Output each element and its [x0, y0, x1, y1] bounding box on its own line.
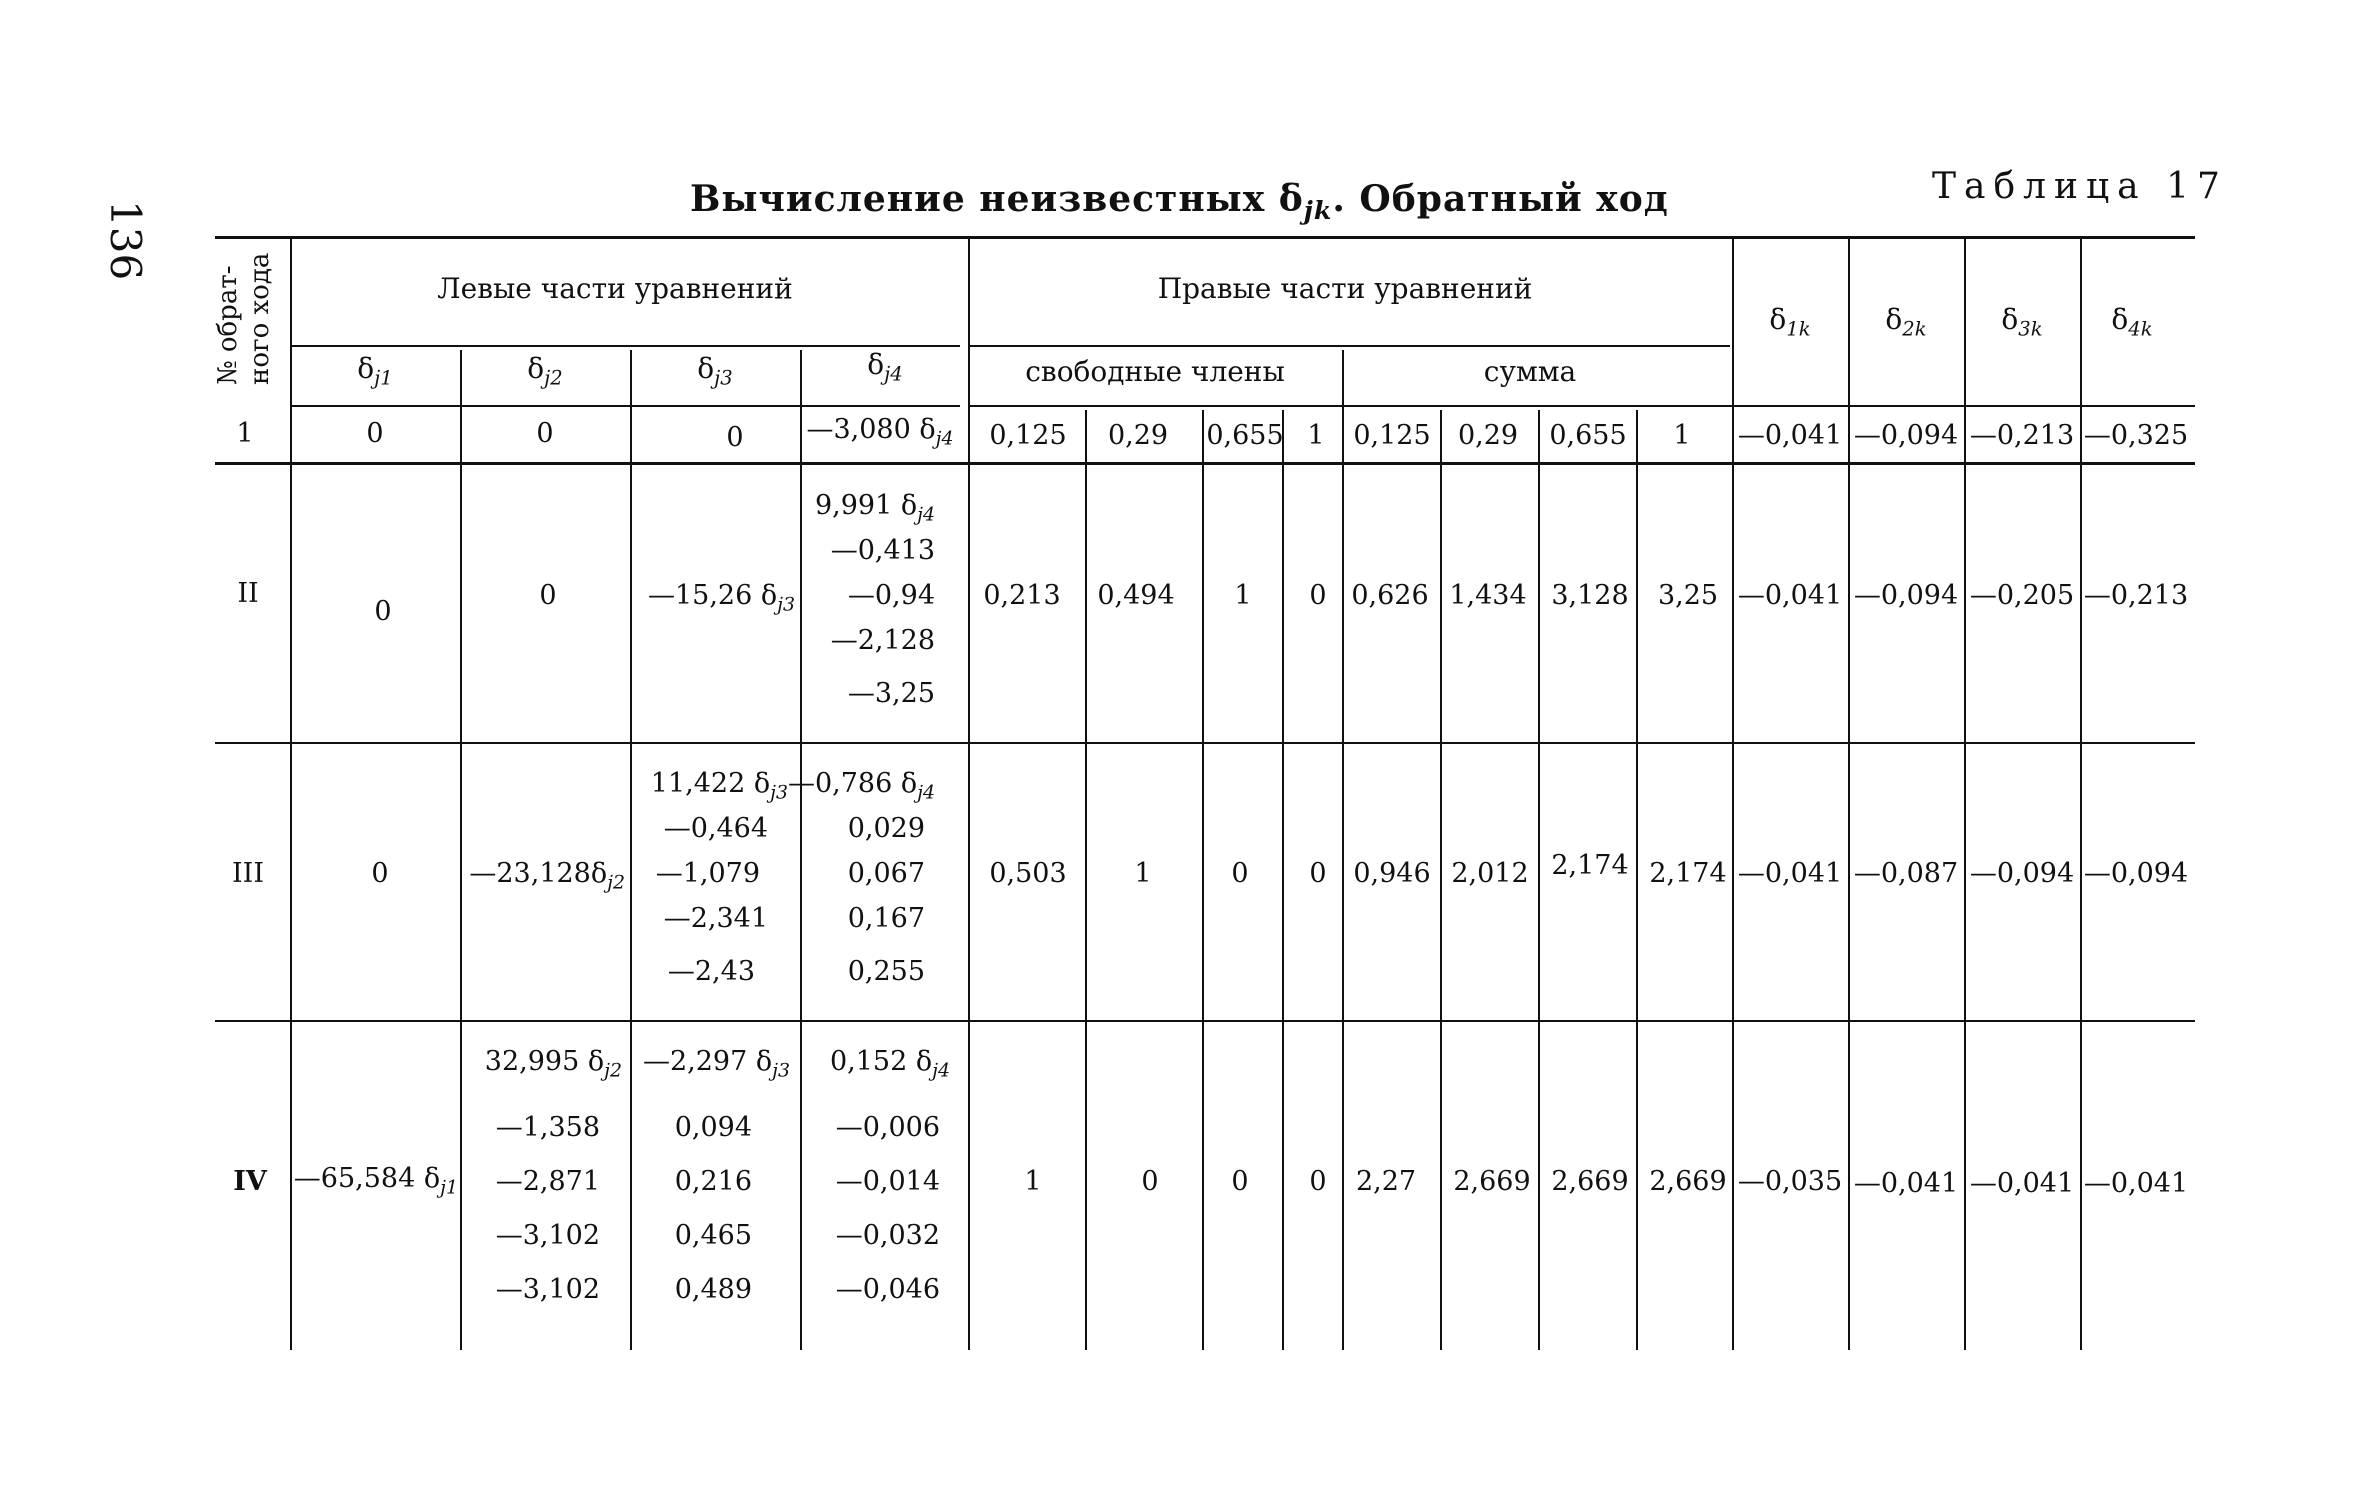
cell: 0,29: [1457, 420, 1519, 451]
cell: 0,626: [1351, 580, 1429, 611]
cell: 0: [366, 418, 384, 449]
page-title: Вычисление неизвестных $\delta_{jk}$. Обратный ход: [690, 178, 1669, 226]
cell: 0,255: [847, 956, 925, 987]
cell: 0: [536, 418, 554, 449]
cell: 0,152 $\delta_{j4}$: [829, 1046, 950, 1082]
page-number: 136: [101, 200, 150, 281]
cell: 1: [1234, 580, 1252, 611]
cell: 0,655: [1206, 420, 1284, 451]
cell: 9,991 $\delta_{j4}$: [814, 490, 935, 526]
cell: 0: [371, 858, 389, 889]
cell: 1,434: [1449, 580, 1527, 611]
cell: 2,669: [1453, 1166, 1531, 1197]
cell: —15,26 $\delta_{j3}$: [647, 580, 795, 616]
col-header-dj4: $\delta_{j4}$: [867, 348, 903, 386]
col-header-d4k: $\delta_{4k}$: [2111, 303, 2153, 341]
cell: 0: [1309, 580, 1327, 611]
cell: 0,489: [674, 1274, 752, 1305]
cell: —0,094: [2083, 858, 2189, 889]
cell: —0,014: [835, 1166, 940, 1197]
sum-header: сумма: [1483, 355, 1577, 388]
cell: —0,041: [1969, 1168, 2075, 1199]
left-parts-header: Левые части уравнений: [437, 272, 793, 305]
cell: —2,341: [663, 903, 768, 934]
cell: 2,012: [1451, 858, 1529, 889]
cell: 0,125: [989, 420, 1067, 451]
cell: —0,041: [2083, 1168, 2189, 1199]
cell: 2,174: [1551, 850, 1629, 881]
cell: 2,27: [1355, 1166, 1417, 1197]
cell: —0,032: [835, 1220, 940, 1251]
cell: 0,213: [983, 580, 1061, 611]
cell: —0,046: [835, 1274, 940, 1305]
cell: —0,094: [1969, 858, 2075, 889]
cell: 1: [1673, 420, 1691, 451]
cell: 0: [374, 596, 392, 627]
cell: —0,94: [847, 580, 935, 611]
cell: 0,494: [1097, 580, 1175, 611]
cell: 11,422 $\delta_{j3}$: [650, 768, 788, 804]
cell: 0: [1309, 858, 1327, 889]
cell: —3,102: [495, 1220, 600, 1251]
cell: —3,080 $\delta_{j4}$: [806, 414, 954, 450]
cell: —0,213: [1969, 420, 2075, 451]
cell: 1: [1024, 1166, 1042, 1197]
cell: 0,029: [847, 813, 925, 844]
row-number-header: № обрат- ного хода: [213, 252, 275, 385]
cell: —0,786 $\delta_{j4}$: [787, 768, 935, 804]
cell: 0,503: [989, 858, 1067, 889]
cell: 1: [1307, 420, 1325, 451]
cell: 3,128: [1551, 580, 1629, 611]
cell: 0: [1231, 858, 1249, 889]
row-number: III: [232, 858, 264, 889]
col-header-dj1: $\delta_{j1}$: [357, 352, 393, 390]
cell: —65,584 $\delta_{j1}$: [293, 1163, 458, 1199]
col-header-d2k: $\delta_{2k}$: [1885, 303, 1927, 341]
row-number: II: [237, 578, 259, 609]
cell: 0,216: [674, 1166, 752, 1197]
cell: 32,995 $\delta_{j2}$: [484, 1046, 622, 1082]
cell: 0: [726, 422, 744, 453]
cell: 0,946: [1353, 858, 1431, 889]
cell: —0,325: [2083, 420, 2189, 451]
cell: —0,094: [1853, 420, 1959, 451]
cell: —0,213: [2083, 580, 2189, 611]
cell: 3,25: [1657, 580, 1719, 611]
table-label: Таблица 17: [1932, 166, 2228, 207]
cell: —0,035: [1737, 1166, 1843, 1197]
row-number: 1: [236, 418, 254, 449]
cell: —0,041: [1737, 420, 1843, 451]
cell: 0,125: [1353, 420, 1431, 451]
cell: 0: [1231, 1166, 1249, 1197]
cell: —2,128: [830, 625, 935, 656]
cell: —2,297 $\delta_{j3}$: [642, 1046, 790, 1082]
cell: 2,174: [1649, 858, 1727, 889]
row-number: IV: [233, 1166, 267, 1197]
cell: 2,669: [1551, 1166, 1629, 1197]
col-header-dj2: $\delta_{j2}$: [527, 352, 563, 390]
col-header-d3k: $\delta_{3k}$: [2001, 303, 2043, 341]
cell: —0,041: [1737, 858, 1843, 889]
cell: 2,669: [1649, 1166, 1727, 1197]
cell: 0,067: [847, 858, 925, 889]
free-terms-header: свободные члены: [1025, 355, 1285, 388]
col-header-dj3: $\delta_{j3}$: [697, 352, 733, 390]
col-header-d1k: $\delta_{1k}$: [1769, 303, 1811, 341]
cell: —0,041: [1853, 1168, 1959, 1199]
cell: 0: [539, 580, 557, 611]
cell: 0,29: [1107, 420, 1169, 451]
cell: $—23,128\delta_{j2}$: [469, 858, 625, 894]
cell: 0,655: [1549, 420, 1627, 451]
cell: 0: [1309, 1166, 1327, 1197]
cell: —1,079: [655, 858, 760, 889]
cell: 1: [1134, 858, 1152, 889]
cell: —0,041: [1737, 580, 1843, 611]
cell: —1,358: [495, 1112, 600, 1143]
cell: —0,464: [663, 813, 768, 844]
cell: 0,465: [674, 1220, 752, 1251]
cell: —0,006: [835, 1112, 940, 1143]
cell: —0,094: [1853, 580, 1959, 611]
cell: —0,087: [1853, 858, 1959, 889]
cell: 0,094: [674, 1112, 752, 1143]
cell: 0,167: [847, 903, 925, 934]
cell: 0: [1141, 1166, 1159, 1197]
cell: —3,25: [847, 678, 935, 709]
cell: —2,43: [667, 956, 755, 987]
cell: —0,413: [830, 535, 935, 566]
right-parts-header: Правые части уравнений: [1157, 272, 1533, 305]
cell: —2,871: [495, 1166, 600, 1197]
cell: —0,205: [1969, 580, 2075, 611]
cell: —3,102: [495, 1274, 600, 1305]
